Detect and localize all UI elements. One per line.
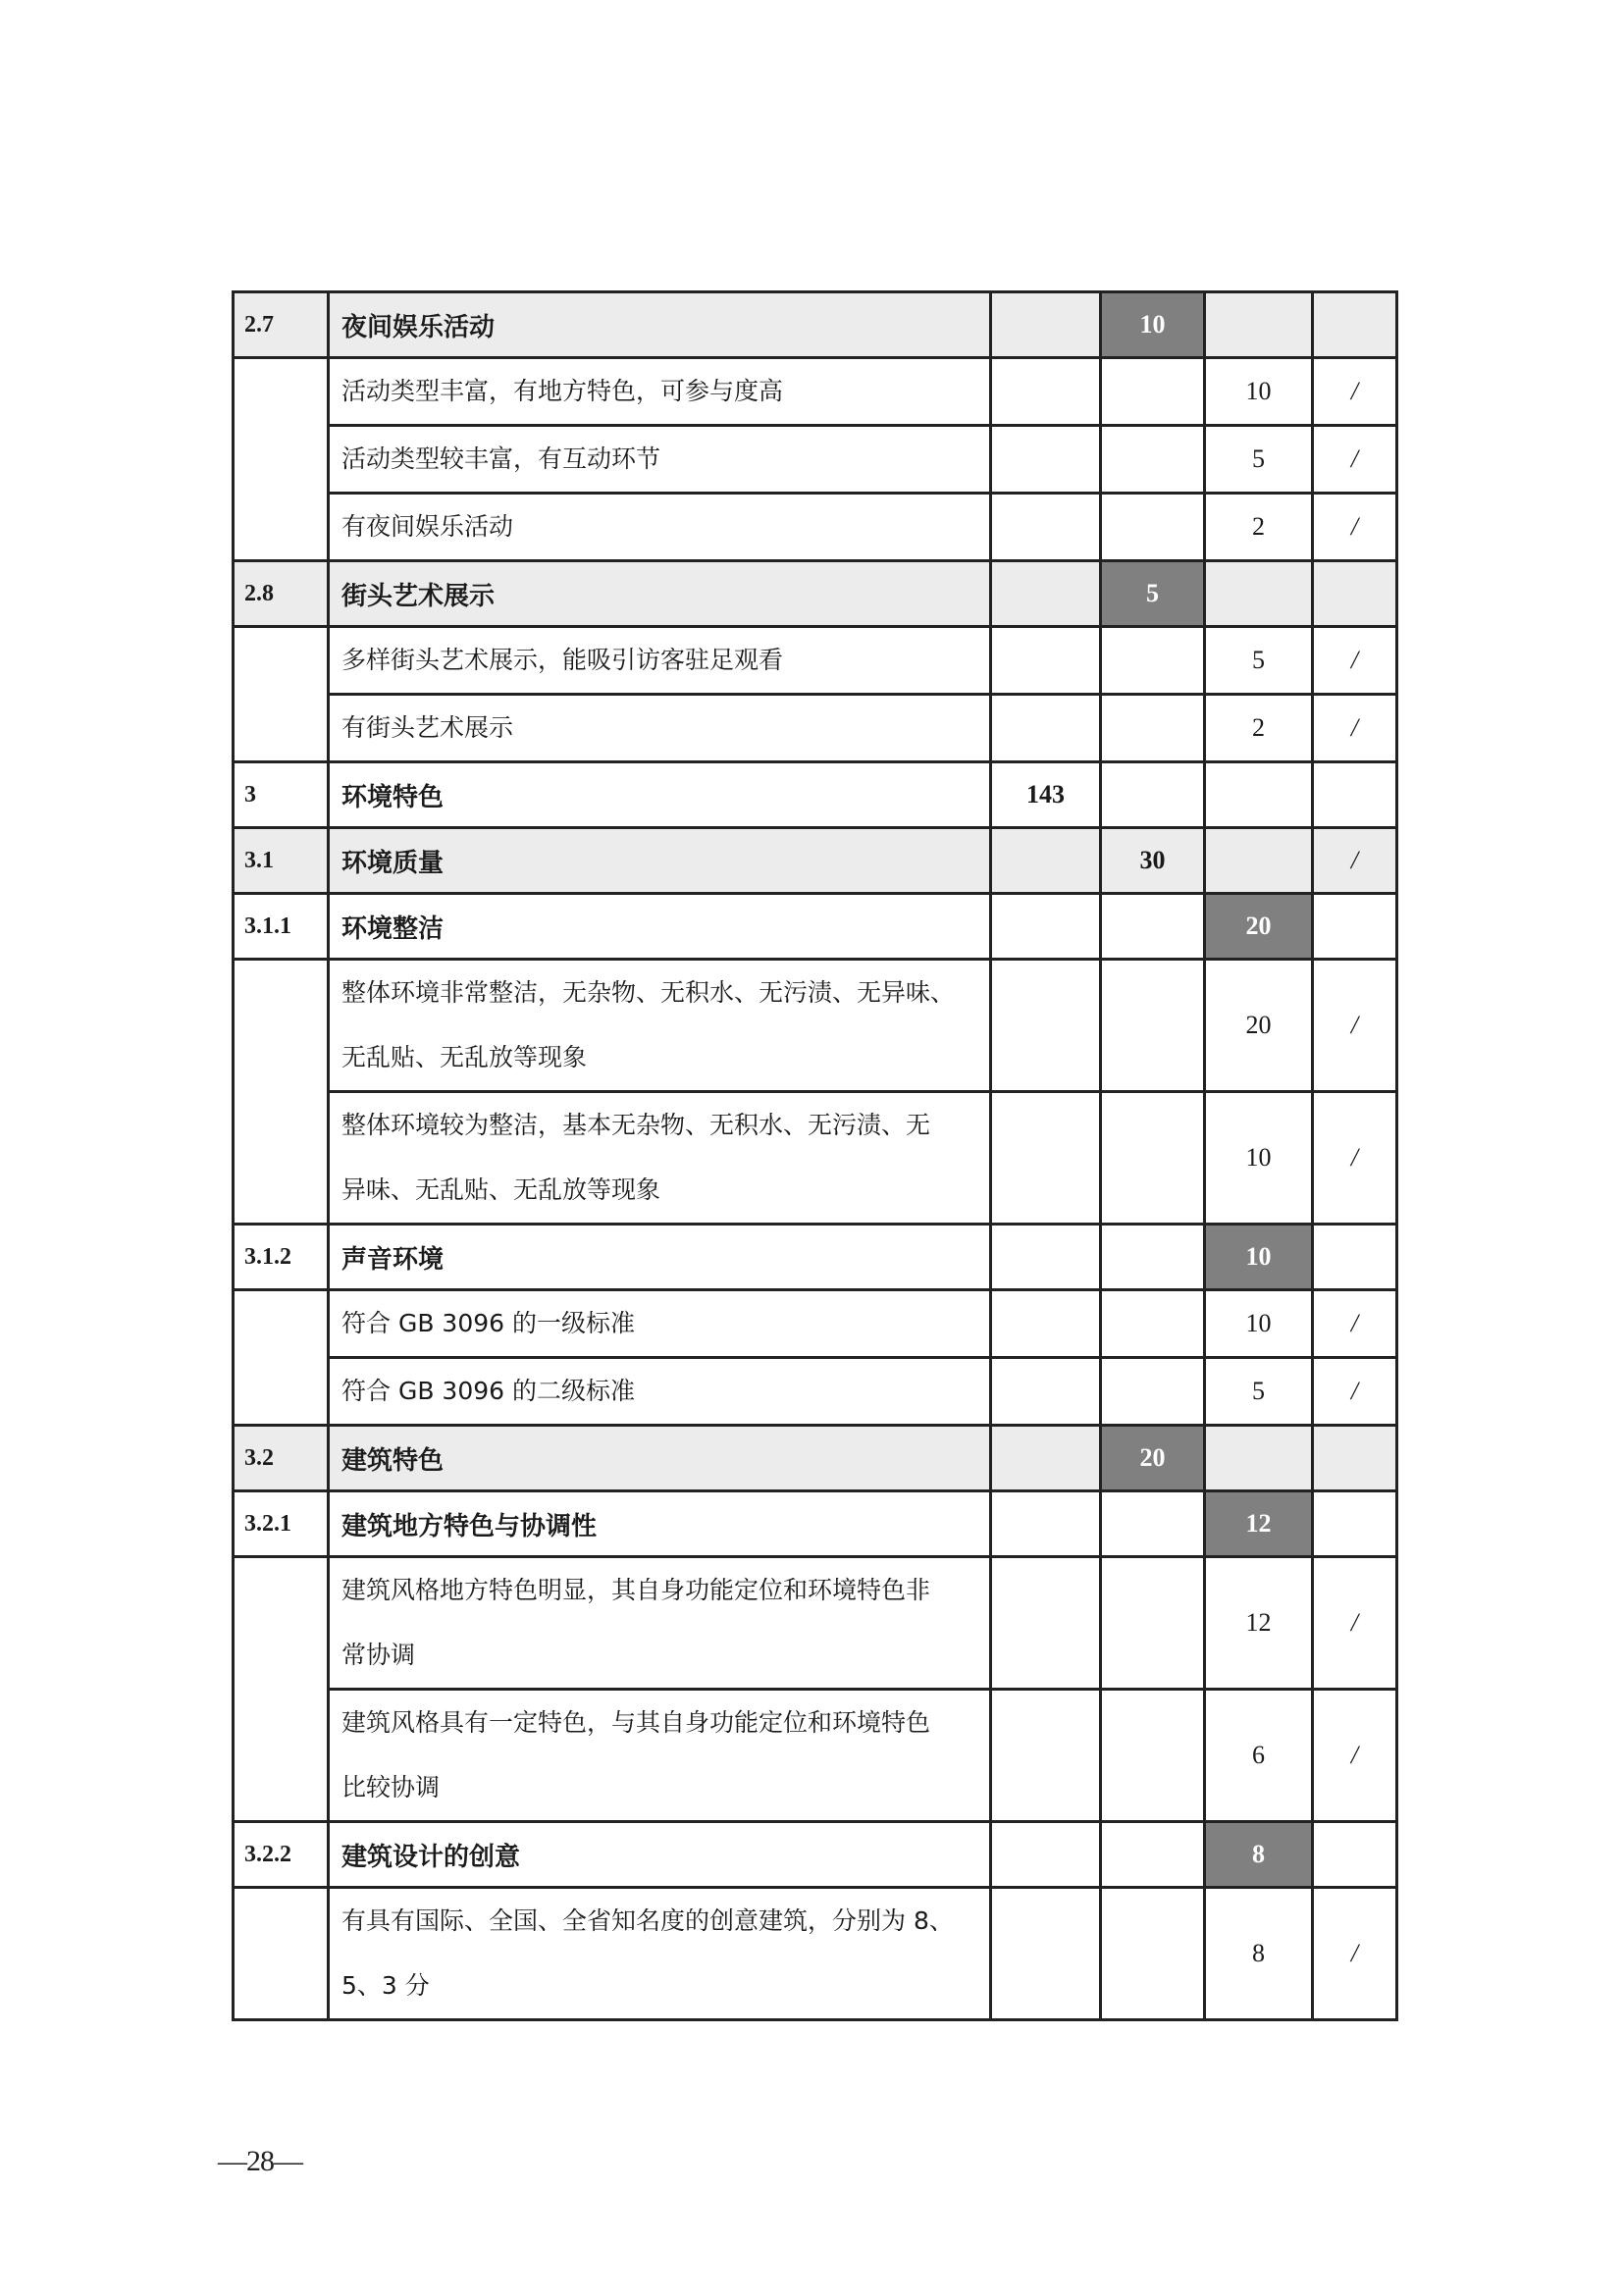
mark [1313, 762, 1397, 828]
criteria-row [234, 1290, 1397, 1358]
sub-score [1205, 1426, 1313, 1491]
section-row [234, 762, 1397, 828]
criteria-score: 5 [1205, 627, 1313, 695]
section-score: 20 [1101, 1426, 1205, 1491]
total-score [991, 1290, 1101, 1358]
total-score [991, 426, 1101, 494]
section-score [1101, 1491, 1205, 1557]
section-row [234, 828, 1397, 894]
total-score [991, 1690, 1101, 1822]
section-score [1101, 426, 1205, 494]
total-score [991, 1888, 1101, 2020]
section-row [234, 292, 1397, 358]
criteria-description [329, 1690, 991, 1822]
criteria-row [234, 695, 1397, 762]
total-score [991, 894, 1101, 960]
page-number: —28— [218, 2145, 302, 2177]
criteria-score: 6 [1205, 1690, 1313, 1822]
description-line: 有街头艺术展示 [341, 713, 514, 742]
section-score [1101, 1225, 1205, 1290]
total-score [991, 695, 1101, 762]
total-score [991, 960, 1101, 1092]
section-score [1101, 627, 1205, 695]
section-score [1101, 695, 1205, 762]
description-line: 比较协调 [341, 1773, 441, 1801]
criteria-description [329, 358, 991, 426]
section-code: 3.1.1 [234, 894, 329, 960]
total-score [991, 1358, 1101, 1426]
mark: / [1313, 1290, 1397, 1358]
section-row [234, 1225, 1397, 1290]
description-line: 整体环境非常整洁，无杂物、无积水、无污渍、无异味、 [341, 978, 956, 1007]
criteria-description [329, 426, 991, 494]
section-name: 夜间娱乐活动 [329, 292, 991, 358]
total-score [991, 1092, 1101, 1225]
criteria-row [234, 1888, 1397, 2020]
section-name: 街头艺术展示 [329, 561, 991, 627]
description-line: 常协调 [341, 1641, 416, 1669]
description-line: 建筑风格地方特色明显，其自身功能定位和环境特色非 [341, 1576, 931, 1604]
total-score [991, 1557, 1101, 1690]
criteria-score: 5 [1205, 426, 1313, 494]
section-code: 2.8 [234, 561, 329, 627]
mark: / [1313, 426, 1397, 494]
empty-code-cell [234, 1888, 329, 2020]
mark: / [1313, 358, 1397, 426]
section-code: 3.2.1 [234, 1491, 329, 1557]
section-score [1101, 1888, 1205, 2020]
empty-code-cell [234, 358, 329, 561]
description-line: 建筑风格具有一定特色，与其自身功能定位和环境特色 [341, 1708, 931, 1737]
section-row [234, 1426, 1397, 1491]
empty-code-cell [234, 627, 329, 762]
criteria-row [234, 426, 1397, 494]
section-score: 10 [1101, 292, 1205, 358]
section-code: 3.2 [234, 1426, 329, 1491]
mark: / [1313, 960, 1397, 1092]
criteria-score: 20 [1205, 960, 1313, 1092]
description-line: 多样街头艺术展示，能吸引访客驻足观看 [341, 646, 784, 674]
criteria-description [329, 1290, 991, 1358]
description-line: 5、3 分 [341, 1971, 430, 2000]
total-score [991, 561, 1101, 627]
section-name: 环境特色 [329, 762, 991, 828]
section-score [1101, 960, 1205, 1092]
sub-score [1205, 561, 1313, 627]
mark [1313, 1822, 1397, 1888]
section-name: 环境整洁 [329, 894, 991, 960]
section-code: 2.7 [234, 292, 329, 358]
sub-score: 8 [1205, 1822, 1313, 1888]
section-name: 建筑设计的创意 [329, 1822, 991, 1888]
criteria-description [329, 494, 991, 561]
section-score: 5 [1101, 561, 1205, 627]
mark: / [1313, 695, 1397, 762]
total-score [991, 1822, 1101, 1888]
section-score: 30 [1101, 828, 1205, 894]
criteria-row [234, 1557, 1397, 1690]
criteria-description [329, 1358, 991, 1426]
section-score [1101, 1690, 1205, 1822]
criteria-score: 10 [1205, 358, 1313, 426]
section-name: 环境质量 [329, 828, 991, 894]
description-line: 活动类型较丰富，有互动环节 [341, 444, 661, 473]
empty-code-cell [234, 1290, 329, 1426]
total-score: 143 [991, 762, 1101, 828]
section-score [1101, 762, 1205, 828]
section-name: 建筑地方特色与协调性 [329, 1491, 991, 1557]
mark [1313, 292, 1397, 358]
section-score [1101, 1290, 1205, 1358]
criteria-score: 12 [1205, 1557, 1313, 1690]
mark [1313, 894, 1397, 960]
description-line: 整体环境较为整洁，基本无杂物、无积水、无污渍、无 [341, 1111, 931, 1139]
mark: / [1313, 627, 1397, 695]
description-line: 无乱贴、无乱放等现象 [341, 1043, 588, 1071]
total-score [991, 358, 1101, 426]
mark [1313, 1225, 1397, 1290]
section-code: 3.2.2 [234, 1822, 329, 1888]
mark [1313, 561, 1397, 627]
criteria-row [234, 1092, 1397, 1225]
total-score [991, 1426, 1101, 1491]
section-score [1101, 894, 1205, 960]
description-line: 符合 GB 3096 的一级标准 [341, 1309, 635, 1337]
description-line: 异味、无乱贴、无乱放等现象 [341, 1175, 661, 1204]
criteria-description [329, 695, 991, 762]
criteria-description [329, 1092, 991, 1225]
section-score [1101, 358, 1205, 426]
criteria-row [234, 1690, 1397, 1822]
mark [1313, 1491, 1397, 1557]
sub-score: 12 [1205, 1491, 1313, 1557]
criteria-score: 2 [1205, 695, 1313, 762]
section-score [1101, 1358, 1205, 1426]
section-row [234, 561, 1397, 627]
sub-score: 10 [1205, 1225, 1313, 1290]
mark: / [1313, 494, 1397, 561]
criteria-description [329, 627, 991, 695]
description-line: 有具有国际、全国、全省知名度的创意建筑，分别为 8、 [341, 1906, 954, 1935]
sub-score [1205, 292, 1313, 358]
empty-code-cell [234, 1557, 329, 1822]
scoring-table [232, 290, 1398, 2021]
mark: / [1313, 1690, 1397, 1822]
criteria-row [234, 627, 1397, 695]
criteria-description [329, 1557, 991, 1690]
criteria-row [234, 1358, 1397, 1426]
criteria-row [234, 960, 1397, 1092]
description-line: 有夜间娱乐活动 [341, 512, 514, 541]
criteria-row [234, 358, 1397, 426]
total-score [991, 292, 1101, 358]
section-row [234, 1822, 1397, 1888]
mark: / [1313, 1358, 1397, 1426]
sub-score [1205, 828, 1313, 894]
section-name: 声音环境 [329, 1225, 991, 1290]
section-score [1101, 494, 1205, 561]
criteria-score: 5 [1205, 1358, 1313, 1426]
mark: / [1313, 828, 1397, 894]
section-score [1101, 1092, 1205, 1225]
total-score [991, 1491, 1101, 1557]
sub-score [1205, 762, 1313, 828]
description-line: 符合 GB 3096 的二级标准 [341, 1377, 635, 1405]
section-score [1101, 1822, 1205, 1888]
section-code: 3.1 [234, 828, 329, 894]
mark: / [1313, 1092, 1397, 1225]
section-name: 建筑特色 [329, 1426, 991, 1491]
section-code: 3.1.2 [234, 1225, 329, 1290]
section-row [234, 894, 1397, 960]
section-code: 3 [234, 762, 329, 828]
criteria-score: 10 [1205, 1290, 1313, 1358]
mark: / [1313, 1888, 1397, 2020]
total-score [991, 1225, 1101, 1290]
criteria-score: 2 [1205, 494, 1313, 561]
criteria-score: 10 [1205, 1092, 1313, 1225]
total-score [991, 494, 1101, 561]
description-line: 活动类型丰富，有地方特色，可参与度高 [341, 377, 784, 405]
sub-score: 20 [1205, 894, 1313, 960]
criteria-description [329, 960, 991, 1092]
criteria-description [329, 1888, 991, 2020]
mark: / [1313, 1557, 1397, 1690]
section-score [1101, 1557, 1205, 1690]
mark [1313, 1426, 1397, 1491]
total-score [991, 627, 1101, 695]
total-score [991, 828, 1101, 894]
section-row [234, 1491, 1397, 1557]
criteria-score: 8 [1205, 1888, 1313, 2020]
criteria-row [234, 494, 1397, 561]
empty-code-cell [234, 960, 329, 1225]
